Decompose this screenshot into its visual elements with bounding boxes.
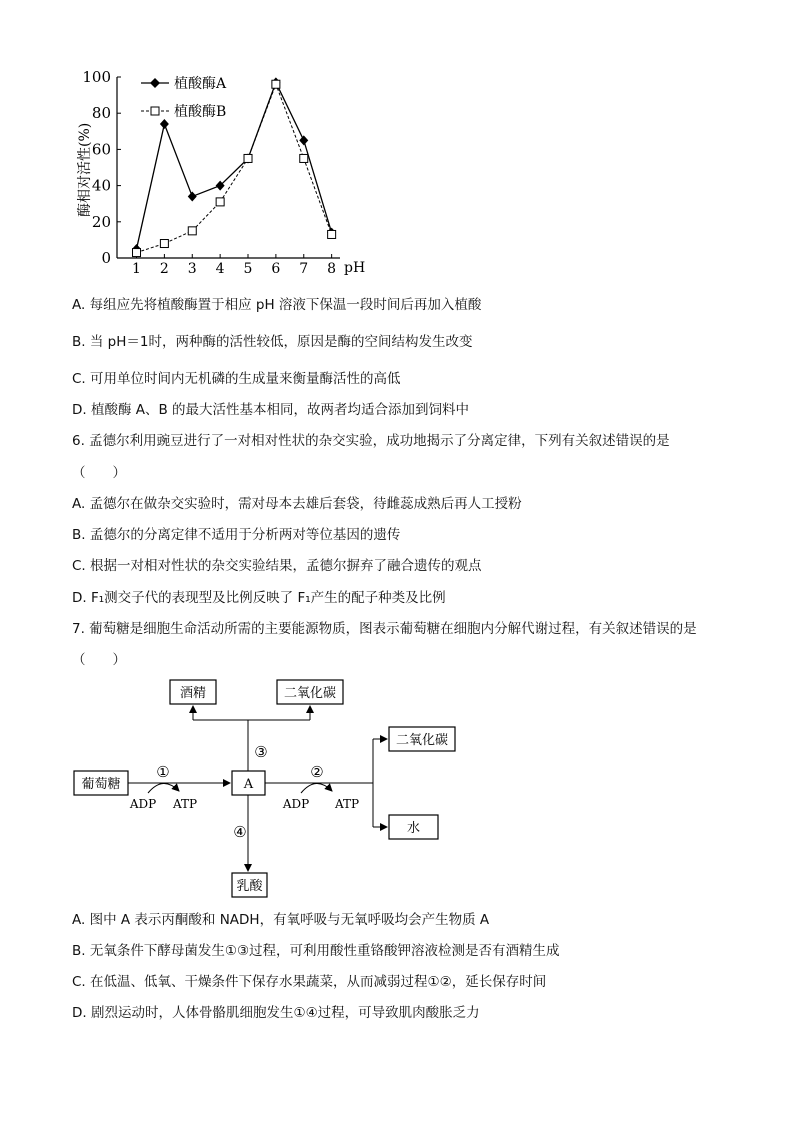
step1-label: ① [156, 763, 170, 781]
q6-stem: 6. 孟德尔利用豌豆进行了一对相对性状的杂交实验，成功地揭示了分离定律，下列有关叙述错误的是 [72, 433, 670, 449]
glucose-label: 葡萄糖 [81, 777, 121, 792]
legend-marker-a [150, 78, 160, 88]
data-point-b [188, 227, 196, 235]
y-tick-label: 80 [91, 104, 111, 123]
x-tick-label: 4 [215, 261, 225, 277]
step2-label: ② [310, 763, 324, 781]
data-point-a [299, 135, 308, 145]
x-tick-label: 8 [327, 261, 337, 277]
legend-marker-b [151, 107, 159, 115]
x-axis-label: pH [344, 260, 366, 276]
chart-legend [141, 75, 227, 120]
legend-label-a: 植酸酶A [174, 76, 227, 92]
data-point-b [272, 80, 280, 88]
q6-option-c: C. 根据一对相对性状的杂交实验结果，孟德尔摒弃了融合遗传的观点 [72, 558, 482, 574]
q6-option-a: A. 孟德尔在做杂交实验时，需对母本去雄后套袋，待雌蕊成熟后再人工授粉 [72, 496, 522, 512]
legend-label-b: 植酸酶B [174, 104, 227, 120]
q7-option-c: C. 在低温、低氧、干燥条件下保存水果蔬菜，从而减弱过程①②，延长保存时间 [72, 974, 547, 990]
x-tick-label: 2 [159, 261, 169, 277]
atp-label-1: ATP [172, 797, 198, 811]
q5-option-c: C. 可用单位时间内无机磷的生成量来衡量酶活性的高低 [72, 371, 401, 387]
q7-stem: 7. 葡萄糖是细胞生命活动所需的主要能源物质，图表示葡萄糖在细胞内分解代谢过程，有关叙述错误的是 [72, 621, 697, 637]
co2-right-label: 二氧化碳 [395, 733, 449, 748]
x-tick-label: 1 [132, 261, 141, 277]
q7-option-b: B. 无氧条件下酵母菌发生①③过程，可利用酸性重铬酸钾溶液检测是否有酒精生成 [72, 943, 560, 959]
y-axis-label: 酶相对活性(%) [77, 122, 93, 217]
data-point-b [160, 240, 168, 248]
x-tick-label: 3 [187, 261, 197, 277]
data-point-b [216, 198, 224, 206]
q7-answer-paren: （ ） [72, 652, 126, 668]
x-tick-label: 5 [243, 261, 253, 277]
adp-atp-curve-2 [301, 783, 332, 793]
data-point-a [188, 191, 197, 201]
data-point-b [328, 230, 336, 238]
y-tick-label: 100 [82, 68, 111, 86]
water-label: 水 [406, 821, 421, 836]
data-point-b [133, 249, 141, 257]
y-tick-label: 40 [91, 176, 111, 195]
q5-option-b: B. 当 pH＝1时，两种酶的活性较低，原因是酶的空间结构发生改变 [72, 334, 473, 350]
x-tick-label: 7 [299, 261, 309, 277]
adp-label-2: ADP [282, 797, 310, 811]
step3-label: ③ [254, 743, 268, 761]
enzyme-activity-chart [70, 62, 370, 282]
data-point-b [300, 154, 308, 162]
alcohol-label: 酒精 [179, 686, 207, 701]
substance-a-label: A [243, 777, 254, 792]
y-tick-label: 20 [91, 212, 111, 231]
q7-option-d: D. 剧烈运动时，人体骨骼肌细胞发生①④过程，可导致肌肉酸胀乏力 [72, 1005, 480, 1021]
data-point-a [160, 119, 169, 129]
adp-label-1: ADP [129, 797, 157, 811]
x-tick-label: 6 [271, 261, 281, 277]
series-line-b [137, 84, 332, 252]
series-line-a [137, 82, 332, 249]
q6-answer-paren: （ ） [72, 465, 126, 481]
data-point-b [244, 154, 252, 162]
q7-option-a: A. 图中 A 表示丙酮酸和 NADH，有氧呼吸与无氧呼吸均会产生物质 A [72, 912, 490, 928]
q6-option-b: B. 孟德尔的分离定律不适用于分析两对等位基因的遗传 [72, 527, 401, 543]
q5-option-d: D. 植酸酶 A、B 的最大活性基本相同，故两者均适合添加到饲料中 [72, 402, 470, 418]
glucose-metabolism-diagram [0, 665, 794, 905]
adp-atp-curve-1 [148, 783, 179, 793]
y-tick-label: 0 [101, 249, 111, 267]
lactic-acid-label: 乳酸 [236, 879, 263, 894]
step4-label: ④ [233, 823, 247, 841]
q6-option-d: D. F₁测交子代的表现型及比例反映了 F₁产生的配子种类及比例 [72, 590, 446, 606]
chart-series [132, 77, 336, 256]
q5-option-a: A. 每组应先将植酸酶置于相应 pH 溶液下保温一段时间后再加入植酸 [72, 297, 482, 313]
y-tick-label: 60 [91, 140, 111, 159]
chart-axes [82, 68, 340, 277]
atp-label-2: ATP [334, 797, 360, 811]
co2-top-label: 二氧化碳 [283, 686, 337, 701]
